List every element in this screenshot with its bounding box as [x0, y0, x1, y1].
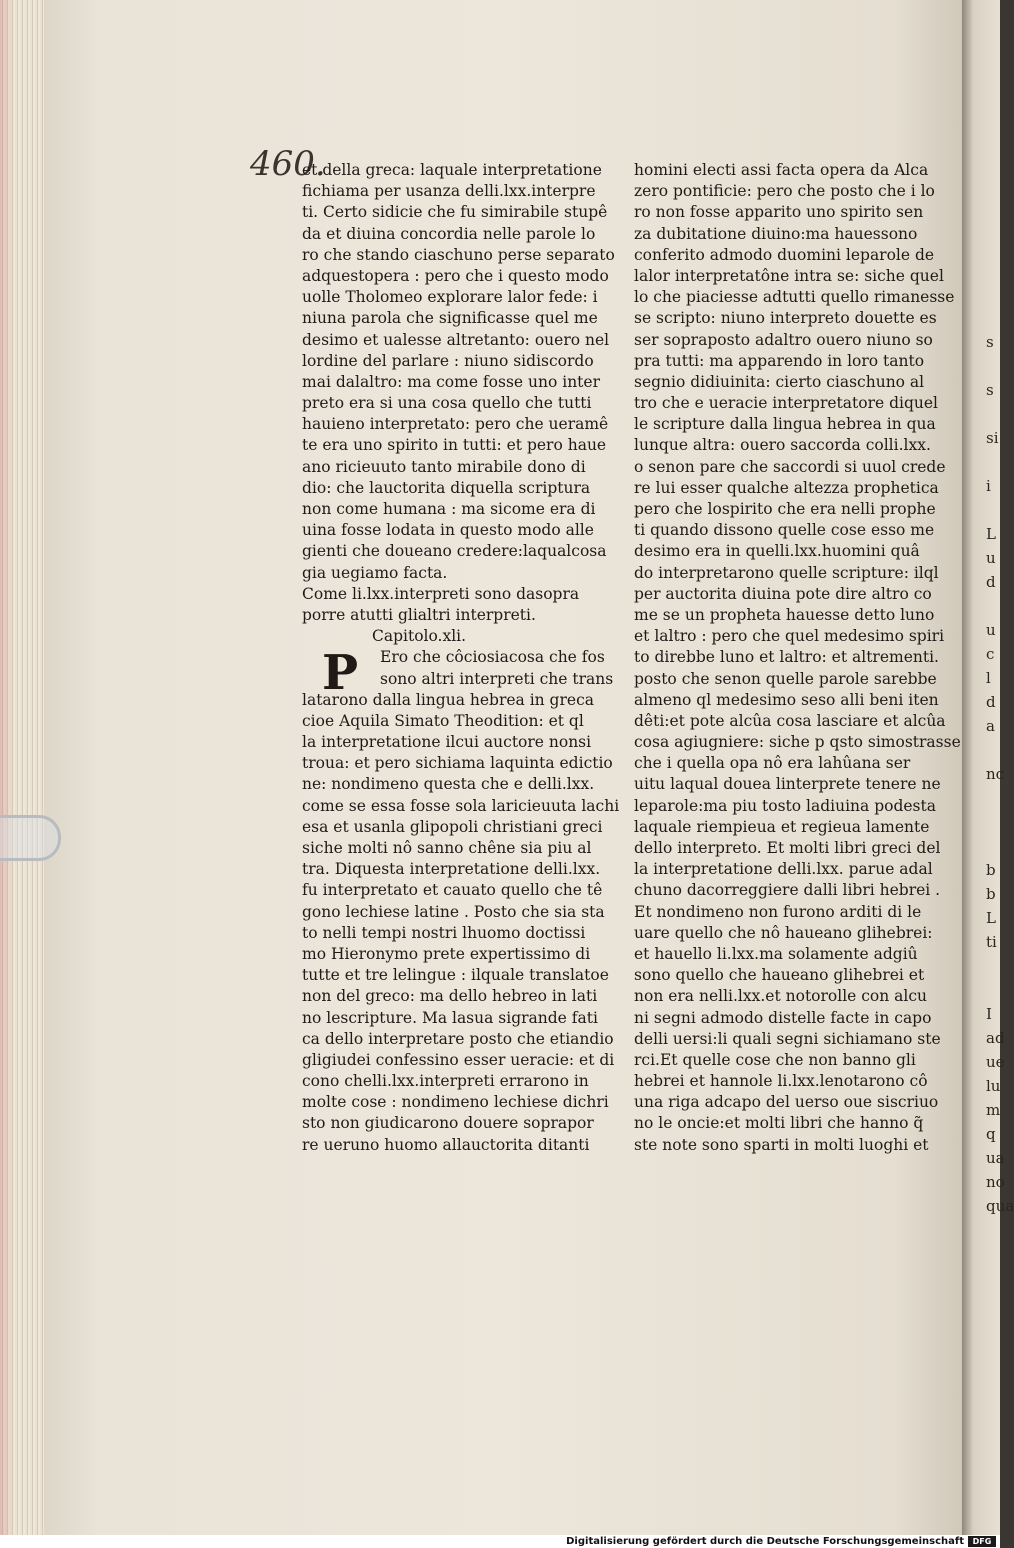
text-line: gia uegiamo facta. [302, 563, 448, 582]
heading-line: porre atutti glialtri interpreti. [302, 605, 536, 624]
facing-fragment: s [986, 333, 994, 351]
text-line: hebrei et hannole li.lxx.lenotarono cô [634, 1072, 928, 1091]
text-line: come se essa fosse sola laricieuuta lachi [302, 796, 620, 815]
facing-fragment: d [986, 693, 996, 711]
facing-fragment [986, 954, 1006, 978]
chapter-heading [302, 584, 602, 626]
facing-fragment [986, 498, 1006, 522]
text-line: cono chelli.lxx.interpreti errarono in [302, 1072, 589, 1091]
facing-fragment [986, 978, 1006, 1002]
text-line: ti quando dissono quelle cose esso me [634, 521, 935, 540]
text-line: do interpretarono quelle scripture: ilql [634, 563, 939, 582]
facing-fragment [986, 834, 1006, 858]
text-line: zero pontificie: pero che posto che i lo [634, 182, 935, 201]
text-line: tro che e ueracie interpretatore diquel [634, 394, 939, 413]
text-line: ti. Certo sidicie che fu simirabile stupê [302, 203, 608, 222]
page-number: 460. [250, 144, 326, 184]
text-line: preto era si una cosa quello che tutti [302, 394, 592, 413]
text-line: et della greca: laquale interpretatione [302, 161, 602, 179]
text-line: ste note sono sparti in molti luoghi et [634, 1135, 929, 1154]
text-line: Et nondimeno non furono arditi di le [634, 902, 922, 921]
text-line: delli uersi:li quali segni sichiamano ste [634, 1029, 941, 1048]
facing-fragment [986, 450, 1006, 474]
text-line: chuno dacorreggiere dalli libri hebrei . [634, 881, 941, 900]
text-line: te era uno spirito in tutti: et pero haue [302, 436, 607, 455]
text-line: no le oncie:et molti libri che hanno q̃ [634, 1114, 924, 1133]
text-line: da et diuina concordia nelle parole lo [302, 224, 596, 243]
facing-fragment [986, 738, 1006, 762]
text-line: homini electi assi facta opera da Alca [634, 161, 929, 179]
text-line: non come humana : ma sicome era di [302, 500, 596, 518]
paper-clip [0, 815, 61, 861]
facing-fragment: lu [986, 1077, 1001, 1095]
facing-fragment: no [986, 1173, 1005, 1191]
facing-fragment [986, 354, 1006, 378]
text-line: tra. Diquesta interpretatione delli.lxx. [302, 860, 601, 879]
right-column-lines [634, 160, 961, 1156]
text-line: o senon pare che saccordi si uuol crede [634, 457, 946, 476]
text-line: dello interpreto. Et molti libri greci del [634, 839, 941, 857]
chapter-text [302, 690, 620, 1156]
text-line: et laltro : pero che quel medesimo spiri [634, 627, 945, 646]
facing-fragment: q [986, 1125, 996, 1143]
facing-fragment [986, 786, 1006, 810]
text-line: to direbbe luno et laltro: et altrementi. [634, 648, 939, 667]
text-line: uina fosse lodata in questo modo alle [302, 521, 594, 540]
text-line: leparole:ma piu tosto ladiuina podesta [634, 796, 936, 815]
facing-fragment: c [986, 645, 995, 663]
text-line: sono quello che haueano glihebrei et [634, 966, 925, 985]
facing-fragment: si [986, 429, 999, 447]
drop-cap: P [322, 645, 359, 702]
text-line: lalor interpretatône intra se: siche quel [634, 266, 944, 285]
text-line: gienti che doueano credere:laqualcosa [302, 542, 607, 561]
text-line: za dubitatione diuino:ma hauessono [634, 224, 918, 243]
dfg-logo: DFG [968, 1536, 996, 1547]
text-line: sono altri interpreti che trans [380, 669, 614, 688]
facing-fragment [986, 810, 1006, 834]
text-line: niuna parola che significasse quel me [302, 309, 598, 328]
text-line: le scripture dalla lingua hebrea in qua [634, 415, 936, 434]
text-line: laquale riempieua et regieua lamente [634, 817, 930, 836]
text-line: desimo era in quelli.lxx.huomini quâ [634, 542, 920, 561]
facing-fragment: m [986, 1101, 1001, 1119]
text-line: lunque altra: ouero saccorda colli.lxx. [634, 436, 931, 455]
text-line: gligiudei confessino esser ueracie: et di [302, 1050, 615, 1069]
facing-fragment: u [986, 549, 996, 567]
text-line: ca dello interpretare posto che etiandio [302, 1029, 614, 1048]
left-column-lines [302, 160, 615, 584]
text-line: pra tutti: ma apparendo in loro tanto [634, 351, 925, 370]
text-line: re lui esser qualche altezza prophetica [634, 478, 939, 497]
facing-fragment: i [986, 477, 991, 495]
facing-fragment: I [986, 1005, 992, 1023]
facing-fragment [986, 402, 1006, 426]
chapter-number: Capitolo.xli. [372, 627, 467, 646]
facing-page-text [986, 330, 1014, 1218]
text-line: la interpretatione ilcui auctore nonsi [302, 733, 592, 752]
text-line: mo Hieronymo prete expertissimo di [302, 944, 591, 963]
text-line: molte cose : nondimeno lechiese dichri [302, 1093, 609, 1112]
text-line: dêti:et pote alcûa cosa lasciare et alcûa [634, 711, 946, 730]
facing-fragment: qua [986, 1197, 1014, 1215]
facing-fragment: b [986, 885, 996, 903]
text-line: cosa agiugniere: siche p qsto simostrasse [634, 733, 961, 752]
right-text-column [634, 160, 961, 1156]
text-line: sto non giudicarono douere soprapor [302, 1114, 594, 1133]
facing-fragment: l [986, 669, 991, 687]
text-line: uolle Tholomeo explorare lalor fede: i [302, 288, 598, 307]
facing-fragment: ad [986, 1029, 1005, 1047]
text-line: ser sopraposto adaltro ouero niuno so [634, 330, 933, 349]
text-line: ro non fosse apparito uno spirito sen [634, 203, 924, 222]
text-line: cioe Aquila Simato Theodition: et ql [302, 711, 584, 730]
text-line: no lescripture. Ma lasua sigrande fati [302, 1008, 598, 1027]
text-line: latarono dalla lingua hebrea in greca [302, 690, 594, 709]
text-line: che i quella opa nô era lahûana ser [634, 754, 911, 773]
text-line: hauieno interpretato: pero che ueramê [302, 415, 609, 434]
text-line: per auctorita diuina pote dire altro co [634, 584, 932, 603]
text-line: non era nelli.lxx.et notorolle con alcu [634, 987, 928, 1006]
left-text-column [302, 160, 620, 1156]
footer-bar [0, 1535, 1000, 1548]
text-line: esa et usanla glipopoli christiani greci [302, 817, 603, 836]
text-line: pero che lospirito che era nelli prophe [634, 500, 936, 518]
text-line: lo che piaciesse adtutti quello rimanesse [634, 288, 955, 307]
text-line: to nelli tempi nostri lhuomo doctissi [302, 923, 586, 942]
text-line: rci.Et quelle cose che non banno gli [634, 1050, 916, 1069]
facing-fragment: ti [986, 933, 997, 951]
text-line: segnio didiuinita: cierto ciaschuno al [634, 372, 925, 391]
facing-fragment: a [986, 717, 995, 735]
facing-fragment: L [986, 525, 996, 543]
facing-fragment: L [986, 909, 996, 927]
text-line: re ueruno huomo allauctorita ditanti [302, 1135, 590, 1154]
text-line: non del greco: ma dello hebreo in lati [302, 987, 598, 1006]
facing-fragment: nc [986, 765, 1005, 783]
text-line: ne: nondimeno questa che e delli.lxx. [302, 775, 595, 794]
text-line: desimo et ualesse altretanto: ouero nel [302, 330, 610, 349]
facing-fragment: ue [986, 1053, 1005, 1071]
text-line: almeno ql medesimo seso alli beni iten [634, 690, 939, 709]
text-line: troua: et pero sichiama laquinta edictio [302, 754, 613, 773]
text-line: tutte et tre lelingue : ilquale translatoe [302, 966, 609, 985]
text-line: uitu laqual douea linterprete tenere ne [634, 775, 941, 794]
text-line: dio: che lauctorita diquella scriptura [302, 478, 591, 497]
facing-fragment: d [986, 573, 996, 591]
text-line: ano ricieuuto tanto mirabile dono di [302, 457, 586, 476]
text-line: Ero che côciosiacosa che fos [380, 648, 605, 667]
page-edge-left [0, 0, 48, 1535]
text-line: me se un propheta hauesse detto luno [634, 605, 935, 624]
text-line: fichiama per usanza delli.lxx.interpre [302, 182, 596, 201]
text-line: una riga adcapo del uerso oue siscriuo [634, 1093, 939, 1112]
facing-fragment [986, 594, 1006, 618]
text-line: se scripto: niuno interpreto douette es [634, 309, 937, 328]
text-line: ro che stando ciaschuno perse separato [302, 245, 615, 264]
text-line: fu interpretato et cauato quello che tê [302, 881, 603, 900]
text-line: mai dalaltro: ma come fosse uno inter [302, 372, 600, 391]
heading-line: Come li.lxx.interpreti sono dasopra [302, 584, 580, 603]
text-line: adquestopera : pero che i questo modo [302, 266, 609, 285]
text-line: ni segni admodo distelle facte in capo [634, 1008, 932, 1027]
text-line: gono lechiese latine . Posto che sia sta [302, 902, 605, 921]
footer-credit: Digitalisierung gefördert durch die Deutsche Forschungsgemeinschaft [566, 1536, 964, 1547]
facing-fragment: ua [986, 1149, 1005, 1167]
facing-fragment: b [986, 861, 996, 879]
text-line: siche molti nô sanno chêne sia piu al [302, 839, 592, 857]
text-line: la interpretatione delli.lxx. parue adal [634, 860, 933, 879]
facing-fragment: u [986, 621, 996, 639]
text-line: posto che senon quelle parole sarebbe [634, 669, 937, 688]
text-line: lordine del parlare : niuno sidiscordo [302, 351, 594, 370]
text-line: et hauello li.lxx.ma solamente adgiû [634, 944, 918, 963]
facing-fragment: s [986, 381, 994, 399]
text-line: uare quello che nô haueano glihebrei: [634, 923, 933, 942]
text-line: conferito admodo duomini leparole de [634, 245, 935, 264]
